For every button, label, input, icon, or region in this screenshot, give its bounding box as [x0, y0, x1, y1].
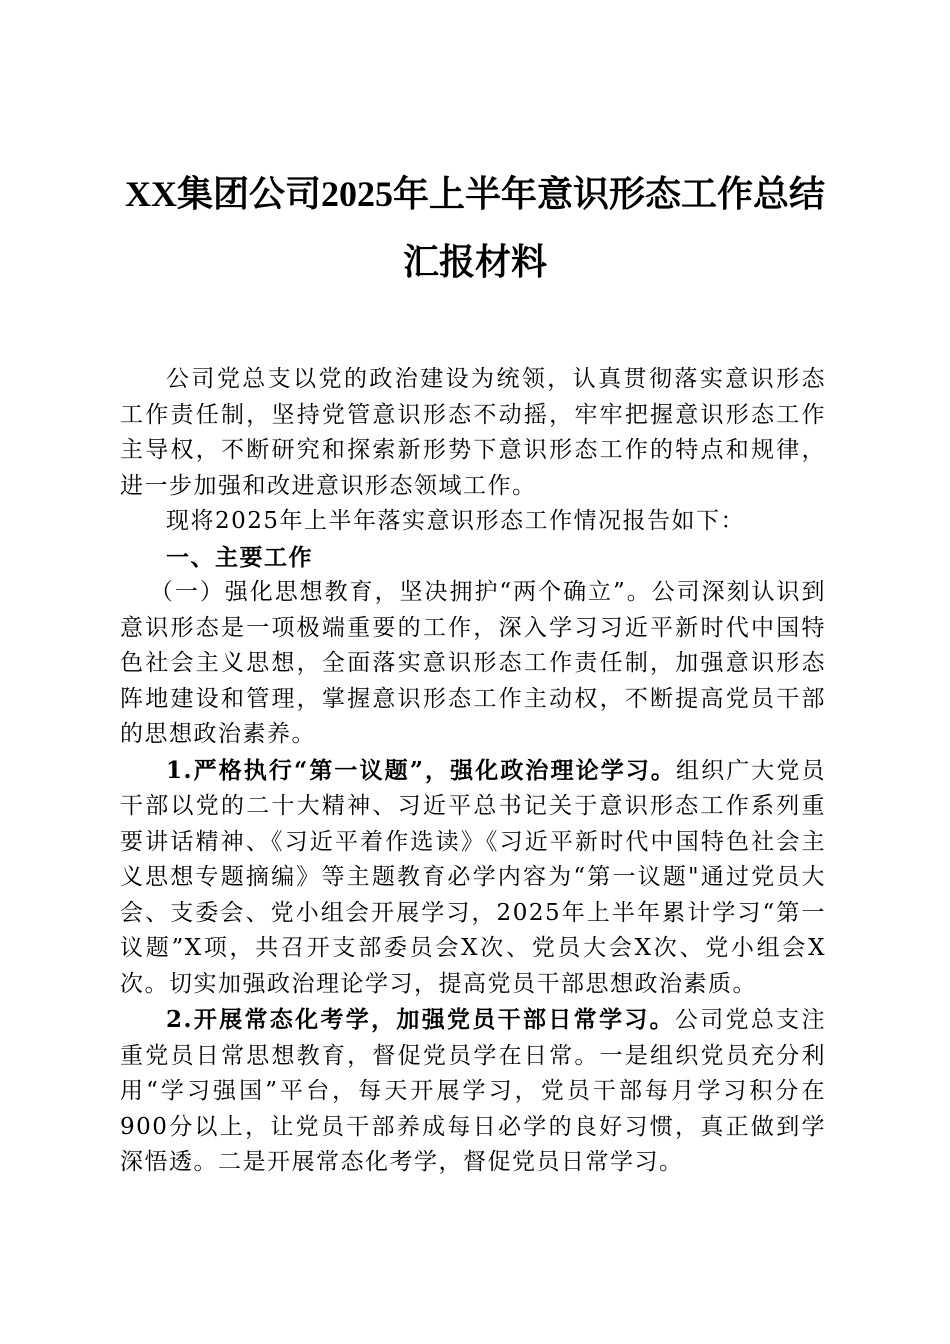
subsection-1-paragraph: [120, 575, 826, 753]
intro-paragraph: 公司党总支以党的政治建设为统领，认真贯彻落实意识形态工作责任制，坚持党管意识形态不动摇，牢牢把握意识形态工作主导权，不断研究和探索新形势下意识形态工作的特点和规律，进一步加强和改进意识形态领域工作。: [120, 366, 826, 499]
intro-report-line: 现将2025年上半年落实意识形态工作情况报告如下：: [166, 508, 746, 534]
item-2-paragraph: [120, 1002, 826, 1181]
subsection-1-lead: （一）强化思想教育，坚决拥护“两个确立”。: [149, 579, 652, 605]
item-1-lead: 1.严格执行“第一议题”，强化政治理论学习。: [166, 756, 677, 784]
item-1-body: 组织广大党员干部以党的二十大精神、习近平总书记关于意识形态工作系列重要讲话精神、《习近平着作选读》《习近平新时代中国特色社会主义思想专题摘编》等主题教育必学内容为“第一议题"通过党员大会、支委会、党小组会开展学习，2025年上半年累计学习“第一议题”X项，共召开支部委员会X次、党员大会X次、党小组会X次。切实加强政治理论学习，提高党员干部思想政治素质。: [120, 757, 826, 997]
item-2-lead: 2.开展常态化考学，加强党员干部日常学习。: [166, 1006, 675, 1033]
section-heading-main-work: 一、主要工作: [166, 543, 313, 571]
document-title-line2: 汇报材料: [402, 242, 547, 282]
document-body: [120, 362, 826, 1181]
item-1-paragraph: [120, 753, 826, 1003]
document-title-line1: XX集团公司2025年上半年意识形态工作总结: [125, 174, 825, 214]
item-2-body: 公司党总支注重党员日常思想教育，督促党员学在日常。一是组织党员充分利用“学习强国”平台，每天开展学习，党员干部每月学习积分在900分以上，让党员干部养成每日必学的良好习惯，真正做到学深悟透。二是开展常态化考学，督促党员日常学习。: [120, 1007, 827, 1175]
subsection-1-body: 公司深刻认识到意识形态是一项极端重要的工作，深入学习习近平新时代中国特色社会主义思想，全面落实意识形态工作责任制，加强意识形态阵地建设和管理，掌握意识形态工作主动权，不断提高党员干部的思想政治素养。: [120, 579, 826, 747]
